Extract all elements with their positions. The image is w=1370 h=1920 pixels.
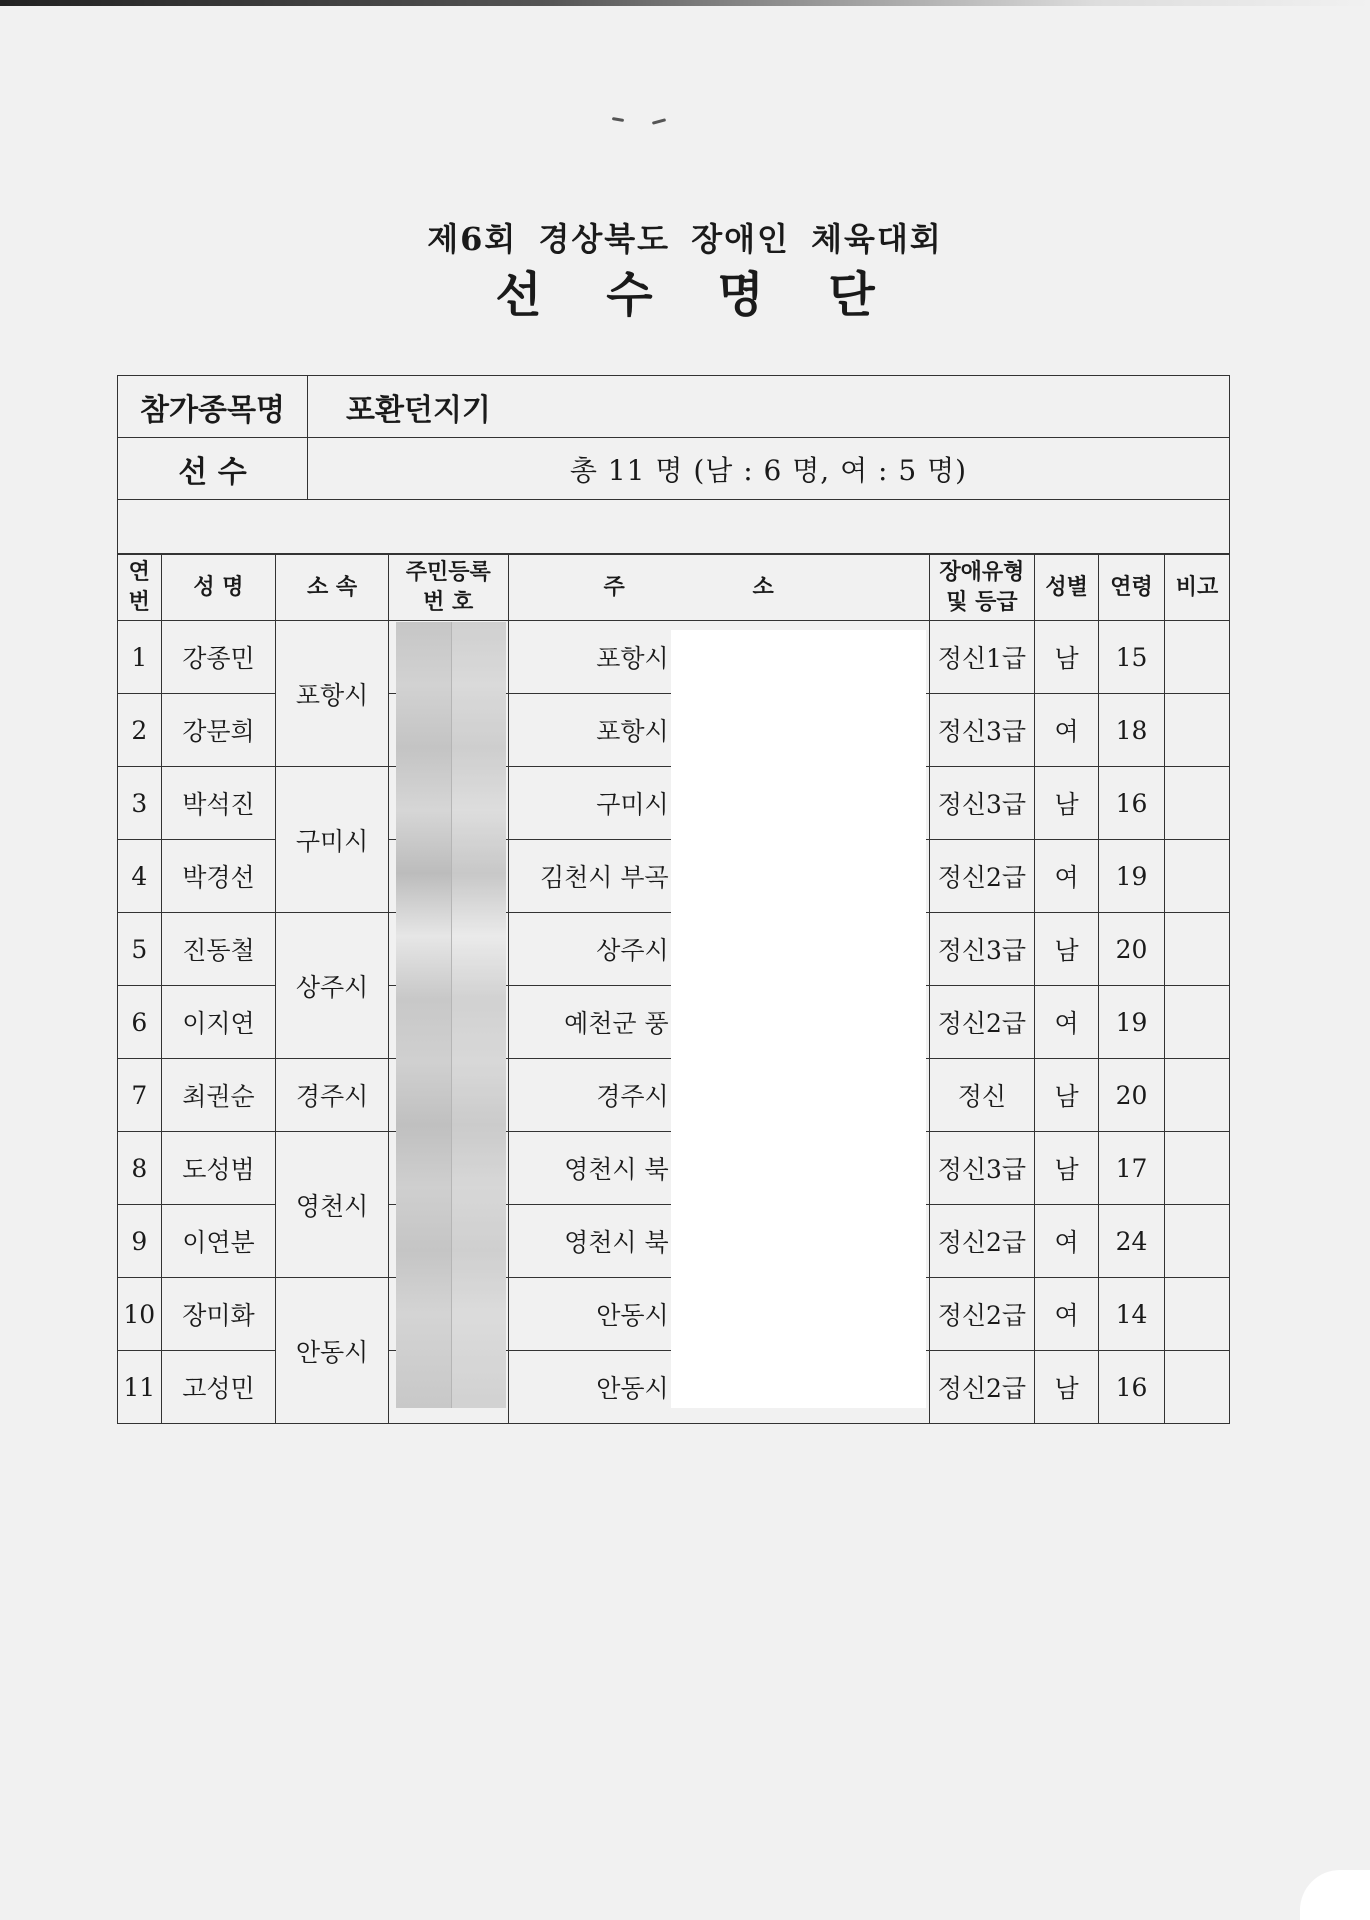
row-age: 16: [1099, 1351, 1165, 1424]
col-header-age: 연령: [1099, 554, 1165, 621]
row-age: 18: [1099, 694, 1165, 767]
event-value: 포환던지기: [308, 376, 1230, 438]
address-redaction: [671, 630, 926, 1408]
row-disability: 정신3급: [929, 913, 1035, 986]
col-header-disability: 장애유형 및 등급: [929, 554, 1035, 621]
id-number-redaction: [396, 622, 506, 1408]
row-age: 17: [1099, 1132, 1165, 1205]
scan-edge-shadow: [0, 0, 1370, 6]
row-address-text: 구미시: [596, 790, 669, 819]
row-name: 강문희: [161, 694, 276, 767]
document-title: 제6회 경상북도 장애인 체육대회: [427, 220, 943, 258]
row-sex: 남: [1035, 621, 1099, 694]
col-header-name: 성 명: [161, 554, 276, 621]
event-label: 참가종목명: [118, 376, 308, 438]
page-corner-fold: [1300, 1870, 1370, 1920]
row-num: 9: [118, 1205, 162, 1278]
row-num: 2: [118, 694, 162, 767]
row-age: 14: [1099, 1278, 1165, 1351]
row-num: 5: [118, 913, 162, 986]
col-header-num: 연번: [118, 554, 162, 621]
id-redaction-divider: [451, 622, 452, 1408]
row-address-text: 포항시: [596, 644, 669, 673]
row-age: 16: [1099, 767, 1165, 840]
document-subtitle: 선 수 명 단: [495, 267, 899, 323]
row-num: 10: [118, 1278, 162, 1351]
row-note: [1165, 694, 1230, 767]
paper-smudge: [606, 112, 676, 128]
row-disability: 정신: [929, 1059, 1035, 1132]
row-address-text: 김천시 부곡: [539, 863, 669, 892]
row-affiliation: 포항시: [276, 621, 389, 767]
athletes-count: 총 11 명 (남 : 6 명, 여 : 5 명): [308, 438, 1230, 500]
row-sex: 남: [1035, 913, 1099, 986]
event-info-table: [117, 375, 1230, 555]
row-sex: 여: [1035, 986, 1099, 1059]
row-sex: 여: [1035, 840, 1099, 913]
row-disability: 정신2급: [929, 1205, 1035, 1278]
row-note: [1165, 621, 1230, 694]
row-affiliation: 영천시: [276, 1132, 389, 1278]
row-num: 1: [118, 621, 162, 694]
row-address-text: 영천시 북: [564, 1155, 669, 1184]
row-affiliation: 경주시: [276, 1059, 389, 1132]
col-header-address: 주 소: [508, 554, 929, 621]
row-sex: 여: [1035, 1278, 1099, 1351]
row-address-text: 상주시: [596, 936, 669, 965]
row-age: 20: [1099, 913, 1165, 986]
row-num: 8: [118, 1132, 162, 1205]
row-note: [1165, 767, 1230, 840]
row-name: 박경선: [161, 840, 276, 913]
row-disability: 정신3급: [929, 694, 1035, 767]
row-num: 11: [118, 1351, 162, 1424]
row-disability: 정신2급: [929, 986, 1035, 1059]
row-name: 이지연: [161, 986, 276, 1059]
row-age: 19: [1099, 840, 1165, 913]
row-num: 6: [118, 986, 162, 1059]
row-affiliation: 상주시: [276, 913, 389, 1059]
id-redaction-shade: [452, 622, 506, 1408]
blank-row: [118, 500, 1230, 555]
col-header-note: 비고: [1165, 554, 1230, 621]
row-name: 도성범: [161, 1132, 276, 1205]
row-age: 15: [1099, 621, 1165, 694]
row-note: [1165, 1278, 1230, 1351]
row-num: 4: [118, 840, 162, 913]
athletes-label: 선 수: [118, 438, 308, 500]
row-name: 최권순: [161, 1059, 276, 1132]
row-note: [1165, 840, 1230, 913]
col-header-id-number: 주민등록 번 호: [388, 554, 508, 621]
col-header-sex: 성별: [1035, 554, 1099, 621]
col-header-affiliation: 소 속: [276, 554, 389, 621]
row-disability: 정신1급: [929, 621, 1035, 694]
table-header-row: [118, 554, 1230, 621]
row-num: 3: [118, 767, 162, 840]
row-note: [1165, 986, 1230, 1059]
row-name: 고성민: [161, 1351, 276, 1424]
row-address-text: 예천군 풍: [564, 1009, 669, 1038]
row-age: 24: [1099, 1205, 1165, 1278]
row-name: 장미화: [161, 1278, 276, 1351]
row-address-text: 안동시: [596, 1301, 669, 1330]
row-age: 19: [1099, 986, 1165, 1059]
row-disability: 정신3급: [929, 1132, 1035, 1205]
row-age: 20: [1099, 1059, 1165, 1132]
row-sex: 여: [1035, 1205, 1099, 1278]
row-affiliation: 안동시: [276, 1278, 389, 1424]
row-note: [1165, 1059, 1230, 1132]
row-sex: 여: [1035, 694, 1099, 767]
row-disability: 정신2급: [929, 1351, 1035, 1424]
row-sex: 남: [1035, 1132, 1099, 1205]
row-affiliation: 구미시: [276, 767, 389, 913]
row-disability: 정신2급: [929, 840, 1035, 913]
row-note: [1165, 1205, 1230, 1278]
row-name: 강종민: [161, 621, 276, 694]
row-address-text: 안동시: [596, 1374, 669, 1403]
row-address-text: 영천시 북: [564, 1228, 669, 1257]
row-disability: 정신2급: [929, 1278, 1035, 1351]
row-address-text: 경주시: [596, 1082, 669, 1111]
row-name: 진동철: [161, 913, 276, 986]
row-disability: 정신3급: [929, 767, 1035, 840]
row-address-text: 포항시: [596, 717, 669, 746]
row-sex: 남: [1035, 767, 1099, 840]
row-name: 박석진: [161, 767, 276, 840]
row-sex: 남: [1035, 1059, 1099, 1132]
row-note: [1165, 913, 1230, 986]
row-note: [1165, 1351, 1230, 1424]
row-name: 이연분: [161, 1205, 276, 1278]
row-sex: 남: [1035, 1351, 1099, 1424]
row-note: [1165, 1132, 1230, 1205]
row-num: 7: [118, 1059, 162, 1132]
